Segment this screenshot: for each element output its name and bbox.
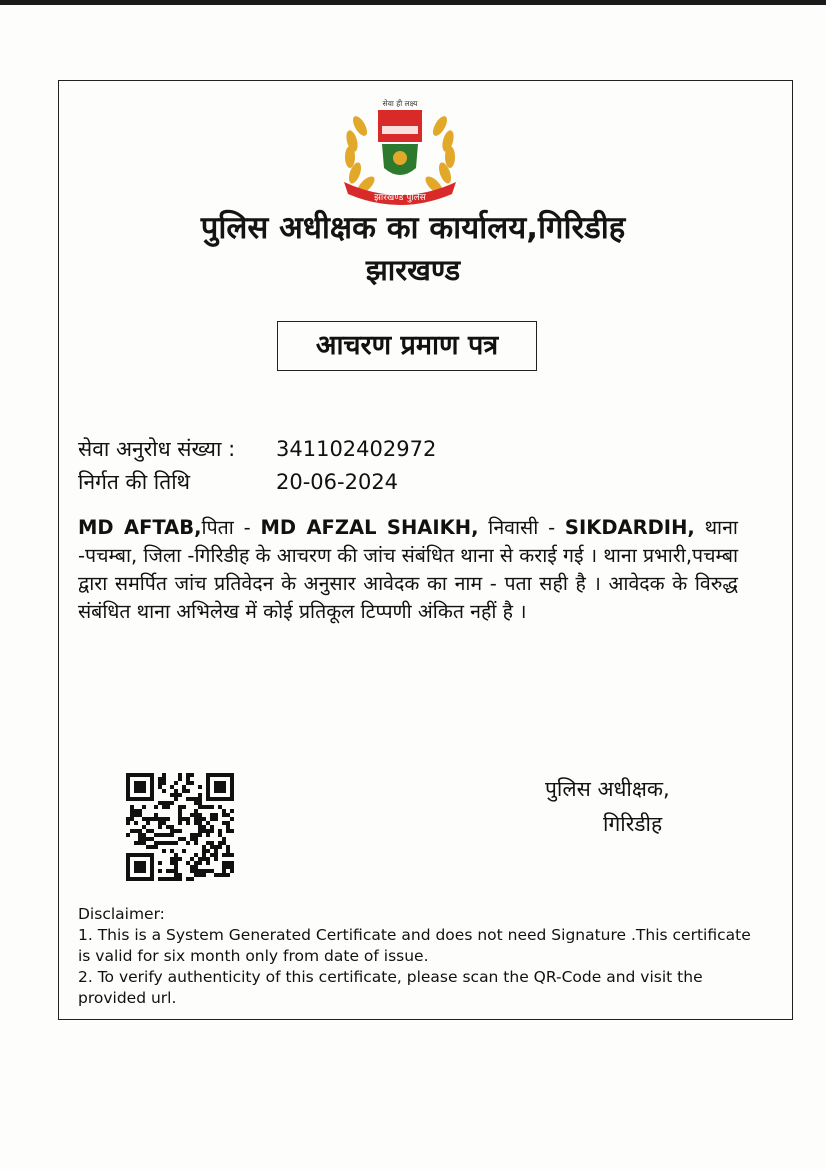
state-title: झारखण्ड — [365, 253, 461, 287]
disclaimer — [78, 904, 758, 1009]
emblem-motto-text: सेवा ही लक्ष्य — [382, 99, 418, 108]
issue-date-row — [78, 468, 398, 496]
jharkhand-police-emblem-icon — [330, 96, 470, 208]
issue-date-label: निर्गत की तिथि — [78, 470, 191, 494]
disclaimer-heading: Disclaimer: — [78, 905, 165, 923]
signatory-place: गिरिडीह — [603, 812, 663, 836]
signatory-designation: पुलिस अधीक्षक, — [545, 777, 670, 801]
father-label: पिता - — [201, 516, 261, 539]
qr-code-icon[interactable] — [126, 773, 234, 881]
certificate-title: आचरण प्रमाण पत्र — [277, 321, 537, 371]
disclaimer-line-1: 1. This is a System Generated Certificate and does not need Signature .This certificate is valid for six month only from date of issue. — [78, 926, 751, 965]
request-number-label: सेवा अनुरोध संख्या : — [78, 437, 236, 461]
office-title: पुलिस अधीक्षक का कार्यालय,गिरिडीह — [200, 210, 626, 246]
father-name: MD AFZAL SHAIKH, — [260, 516, 479, 539]
request-number-value: 341102402972 — [276, 437, 437, 461]
body-rest: थाना -पचम्बा, जिला -गिरिडीह के आचरण की जांच संबंधित थाना से कराई गई । थाना प्रभारी,पचम्बा द्वारा समर्पित जांच प्रतिवेदन के अनुसार आवेदक का नाम - पता सही है । आवेदक के विरुद्ध संबंधित थाना अभिलेख में कोई प्रतिकूल टिप्पणी अंकित नहीं है । — [78, 516, 739, 623]
certificate-body — [78, 514, 738, 626]
applicant-name: MD AFTAB, — [78, 516, 202, 539]
scan-edge — [0, 0, 826, 5]
village-name: SIKDARDIH, — [564, 516, 695, 539]
resident-label: निवासी - — [478, 516, 565, 539]
issue-date-value: 20-06-2024 — [276, 470, 399, 494]
request-number-row — [78, 435, 436, 463]
emblem-ribbon-text: झारखण्ड पुलिस — [374, 193, 426, 203]
disclaimer-line-2: 2. To verify authenticity of this certificate, please scan the QR-Code and visit the provided url. — [78, 968, 703, 1007]
